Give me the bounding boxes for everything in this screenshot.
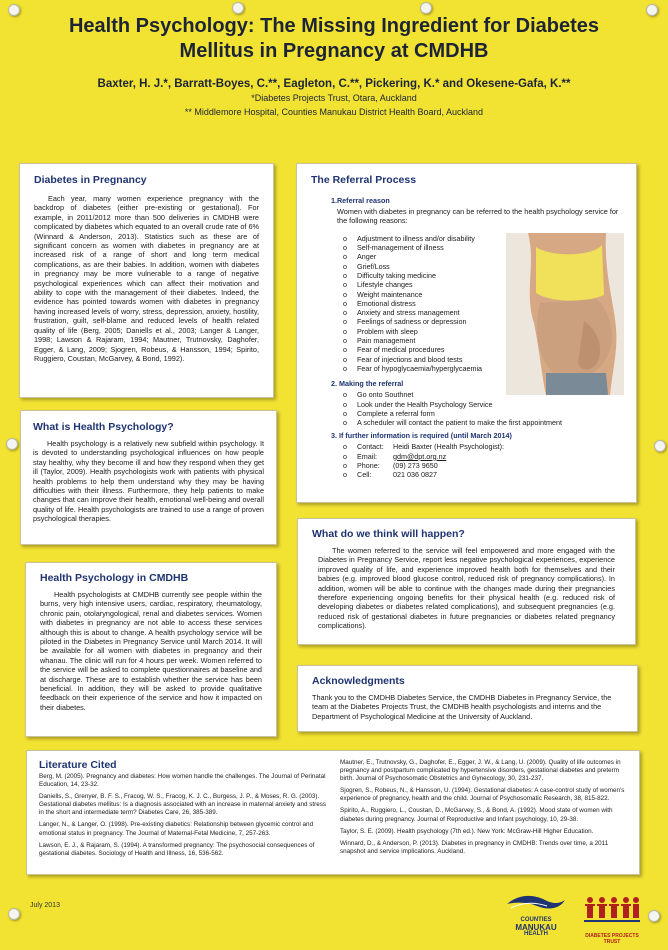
poster-title <box>0 14 668 64</box>
acknowledgments-panel <box>297 665 638 732</box>
list-item-text: Lifestyle changes <box>357 280 413 290</box>
poster-header <box>0 14 668 118</box>
list-item-text: Go onto Southnet <box>357 390 414 400</box>
referral-step-item <box>343 400 622 409</box>
list-item-text: Anxiety and stress management <box>357 308 460 318</box>
contact-list <box>337 442 622 479</box>
health-psychology-cmdhb-panel <box>25 562 277 737</box>
pushpin-icon <box>8 908 20 920</box>
panel-body: Thank you to the CMDHB Diabetes Service, the CMDHB Diabetes in Pregnancy Service, the team at the Diabetes Projects Trust, the CMDHB health psychologists and interns and the Department of Psychological Medicine at the University of Auckland. <box>312 693 612 721</box>
bullet-marker: o <box>343 280 347 290</box>
contact-label: Phone: <box>357 461 380 471</box>
what-will-happen-panel <box>297 518 636 645</box>
contact-value[interactable]: gdm@dpt.org.nz <box>393 451 447 461</box>
bullet-marker: o <box>343 470 347 480</box>
literature-cited-panel <box>26 750 640 875</box>
logo-text-1: COUNTIES <box>520 917 552 923</box>
reference-entry: Berg, M. (2005). Pregnancy and diabetes: How women handle the challenges. The Journal of Perinatal Education, 14, 23-32. <box>39 773 326 789</box>
contact-line <box>343 442 622 451</box>
bullet-marker: o <box>343 317 347 327</box>
panel-heading: Acknowledgments <box>312 675 405 687</box>
referral-reason-item <box>343 271 523 280</box>
referral-intro: Women with diabetes in pregnancy can be referred to the health psychology service for the following reasons: <box>337 207 619 226</box>
further-info-subheading: 3. If further information is required (until March 2014) <box>331 431 512 441</box>
references-right-column <box>340 759 627 862</box>
contact-label: Contact: <box>357 442 384 452</box>
panel-body: Health psychologists at CMDHB currently see people within the burns, very high intensive users, cardiac, respiratory, rheumatology, chronic pain, otolaryngological, renal and diabetes services. Women with diabetes in pregnancy are not able to access these services although this is about to change. A health psychology service will be piloted in the Diabetes in Pregnancy Service until March 2014. It will be available for all women with diabetes in pregnancy and their whanau. The clinic will run for 4 hours per week. Women referred to the service will be asked to complete questionnaires at baseline and at discharge. These are to establish whether the service has been beneficial. In addition, they will be asked to provide qualitative feedback on their experience of the service and how it impacted on their diabetes. <box>40 590 262 712</box>
referral-reason-item <box>343 317 523 326</box>
referral-reason-item <box>343 327 523 336</box>
referral-reason-item <box>343 336 523 345</box>
bullet-marker: o <box>343 461 347 471</box>
bullet-marker: o <box>343 451 347 461</box>
logo-text: DIABETES PROJECTS TRUST <box>585 933 639 945</box>
list-item-text: Anger <box>357 252 377 262</box>
referral-reasons-list <box>337 234 523 373</box>
title-line-1: Health Psychology: The Missing Ingredient for Diabetes <box>68 15 600 37</box>
affiliation-1: *Diabetes Projects Trust, Otara, Auckland <box>251 93 417 103</box>
list-item-text: Emotional distress <box>357 298 416 308</box>
panel-heading: Literature Cited <box>39 759 117 771</box>
contact-label: Email: <box>357 451 377 461</box>
referral-reason-item <box>343 299 523 308</box>
contact-value: Heidi Baxter (Health Psychologist): <box>393 442 505 452</box>
panel-heading: What is Health Psychology? <box>33 421 174 433</box>
bullet-marker: o <box>343 390 347 400</box>
bullet-marker: o <box>343 345 347 355</box>
bullet-marker: o <box>343 252 347 262</box>
bullet-marker: o <box>343 336 347 346</box>
list-item-text: Grief/Loss <box>357 261 390 271</box>
panel-heading: Diabetes in Pregnancy <box>34 174 147 186</box>
bullet-marker: o <box>343 243 347 253</box>
bullet-marker: o <box>343 271 347 280</box>
affiliation-2: ** Middlemore Hospital, Counties Manukau District Health Board, Auckland <box>184 107 484 117</box>
reference-entry: Spirito, A., Ruggiero, L., Coustan, D., McGarvey, S., & Bond, A. (1992). Mood state of women with diabetes during pregnancy. Journal of Reproductive and Infant psychology, 10, 29-38. <box>340 807 613 823</box>
bullet-marker: o <box>343 261 347 271</box>
reference-entry: Langer, N., & Langer, O. (1998). Pre-existing diabetics: Relationship between glycemic control and emotional status in pregnancy. The Journal of Maternal-Fetal Medicine, 7, 257-263. <box>39 821 314 837</box>
list-item-text: A scheduler will contact the patient to make the first appointment <box>357 418 562 428</box>
list-item-text: Self-management of illness <box>357 243 444 253</box>
bullet-marker: o <box>343 289 347 299</box>
list-item-text: Weight maintenance <box>357 289 423 299</box>
pushpin-icon <box>648 910 660 922</box>
referral-reason-item <box>343 243 523 252</box>
referral-reason-item <box>343 290 523 299</box>
list-item-text: Adjustment to illness and/or disability <box>357 233 475 243</box>
what-is-health-psychology-panel <box>20 410 277 545</box>
logo-text-2: MANUKAU <box>515 923 557 932</box>
reference-entry: Mautner, E., Trutnovsky, G., Daghofer, E., Egger, J. W., & Lang, U. (2009). Quality of life outcomes in pregnancy and postpartum complicated by hypertensive disorders, gestational diabetes and preterm birth. Journal of Psychosomatic Obstetrics and Gynecology, 30, 231-237. <box>340 759 621 783</box>
panel-body: Health psychology is a relatively new subfield within psychology. It is devoted to understanding psychological influences on how people stay healthy, why they become ill and how they respond when they get ill (Taylor, 2009). Health psychologists work with patients with physical health problems to help them understand why they may be having difficulties with their illness. Furthermore, they help patients to make changes that can improve their health, emotional well-being and overall quality of life. Health psychologists are trained to use a range of proven psychological therapies. <box>33 439 264 524</box>
contact-value: 021 036 0827 <box>393 470 437 480</box>
referral-reason-item <box>343 262 523 271</box>
diabetes-projects-trust-logo <box>582 894 642 945</box>
reference-entry: Lawson, E. J., & Rajaram, S. (1994). A transformed pregnancy: The psychosocial consequences of gestational diabetes. Sociology of Health and Illness, 16, 536-562. <box>39 841 315 857</box>
referral-reason-item <box>343 345 523 354</box>
referral-reason-item <box>343 355 523 364</box>
bullet-marker: o <box>343 298 347 308</box>
people-logo-icon <box>582 894 642 928</box>
contact-label: Cell: <box>357 470 372 480</box>
referral-reason-item <box>343 308 523 317</box>
list-item-text: Fear of hypoglycaemia/hyperglycaemia <box>357 363 483 373</box>
making-referral-subheading: 2. Making the referral <box>331 379 404 389</box>
contact-line <box>343 461 622 470</box>
contact-line <box>343 470 622 479</box>
referral-reason-item <box>343 280 523 289</box>
bullet-marker: o <box>343 399 347 409</box>
reference-entry: Taylor, S. E. (2009). Health psychology (7th ed.). New York: McGraw-Hill Higher Education. <box>340 827 594 835</box>
reference-entry: Winnard, D., & Anderson, P. (2013). Diabetes in pregnancy in CMDHB: Trends over time, a 2011 snapshot and service implications. Auckland. <box>340 839 609 855</box>
pushpin-icon <box>6 438 18 450</box>
bullet-marker: o <box>343 418 347 428</box>
contact-line <box>343 452 622 461</box>
referral-step-item <box>343 418 622 427</box>
panel-heading: Health Psychology in CMDHB <box>40 572 189 584</box>
list-item-text: Fear of medical procedures <box>357 345 445 355</box>
bullet-marker: o <box>343 233 347 243</box>
panel-body: The women referred to the service will feel empowered and more engaged with the Diabetes in Pregnancy Service, report less negative psychological experiences, experience improved quality of life, and experience improved health both for themselves and their babies (e.g. improved blood glucose control, reduced risk of pregnancy complications). In addition, women will be able to continue with the changes made during their pregnancies therefore experiencing ongoing benefits for their physical health (e.g. reduced risk of developing diabetes or diabetes related complications), and subsequent pregnancies (e.g. reduced risk of gestational diabetes in future pregnancies or diabetes related pregnancy complications). <box>318 546 615 631</box>
referral-reason-item <box>343 364 523 373</box>
bullet-marker: o <box>343 363 347 373</box>
pushpin-icon <box>420 2 432 14</box>
list-item-text: Problem with sleep <box>357 326 418 336</box>
poster-date: July 2013 <box>30 902 60 909</box>
wave-logo-icon <box>505 892 567 912</box>
bullet-marker: o <box>343 408 347 418</box>
authors: Baxter, H. J.*, Barratt-Boyes, C.**, Eagleton, C.**, Pickering, K.* and Okesene-Gafa, K.** <box>97 78 571 90</box>
referral-steps-list <box>337 390 622 427</box>
referral-step-item <box>343 409 622 418</box>
bullet-marker: o <box>343 326 347 336</box>
list-item-text: Feelings of sadness or depression <box>357 317 467 327</box>
pushpin-icon <box>232 2 244 14</box>
list-item-text: Difficulty taking medicine <box>357 271 436 280</box>
counties-manukau-logo <box>505 892 567 938</box>
reference-entry: Sjogren, S., Robeus, N., & Hansson, U. (1994). Gestational diabetes: A case-control study of women's experience of pregnancy, health and the child. Journal of Psychosomatic Research, 38, 815-822. <box>340 787 625 803</box>
panel-heading: The Referral Process <box>311 174 417 186</box>
list-item-text: Look under the Health Psychology Service <box>357 399 493 409</box>
list-item-text: Complete a referral form <box>357 408 435 418</box>
pushpin-icon <box>654 440 666 452</box>
reference-entry: Daniells, S., Grenyer, B. F. S., Fracog, W. S., Fracog, K. J. C., Burgess, J. P., & Moses, R. G. (2003). Gestational diabetes mellitus: Is a diagnosis associated with an increase in maternal anxiety and stress in the short and intermediate term? Diabetes Care, 26, 385-389. <box>39 793 327 817</box>
referral-reason-subheading: 1.Referral reason <box>331 196 390 205</box>
pregnant-woman-photo <box>506 233 624 395</box>
diabetes-in-pregnancy-panel <box>19 163 274 398</box>
bullet-marker: o <box>343 308 347 318</box>
list-item-text: Pain management <box>357 336 416 346</box>
references-left-column <box>39 773 326 862</box>
panel-body: Each year, many women experience pregnancy with the backdrop of diabetes (either pre-existing or gestational). For example, in 2011/2012 more than 500 deliveries in CMDHB were complicated by diabetes which equated to an overall crude rate of 6% (Winnard & Anderson, 2013). Statistics such as these are of significant concern as women with diabetes in pregnancy are at increased risk of a range of short and long term medical complications, as are their babies. In addition, women with diabetes in pregnancy may be more vulnerable to a range of negative psychological experiences which can affect their motivation and ability to cope with the management of their diabetes. Indeed, the evidence has pointed towards women with diabetes in pregnancy having increased levels of worry, stress, depression, anxiety, hostility, frustration, guilt, self-blame and reduced levels of health related quality of life (Berg, 2005; Daniells et al., 2003; Langer & Langer, 1998; Lawson & Rajaram, 1994; Mautner, Trutnovsky, Daghofer, Egger, & Lang, 2009; Sjogren, Robeus, & Hansson, 1994; Spirito, Ruggiero, Coustan, McGarvey, & Bond, 1992). <box>34 194 259 363</box>
bullet-marker: o <box>343 354 347 364</box>
list-item-text: Fear of injections and blood tests <box>357 354 463 364</box>
referral-reason-item <box>343 252 523 261</box>
contact-value: (09) 273 9650 <box>393 461 438 471</box>
referral-reason-item <box>343 234 523 243</box>
title-line-2: Mellitus in Pregnancy at CMDHB <box>179 40 489 62</box>
bullet-marker: o <box>343 442 347 452</box>
logo-text-3: HEALTH <box>524 931 548 937</box>
panel-heading: What do we think will happen? <box>312 528 465 540</box>
